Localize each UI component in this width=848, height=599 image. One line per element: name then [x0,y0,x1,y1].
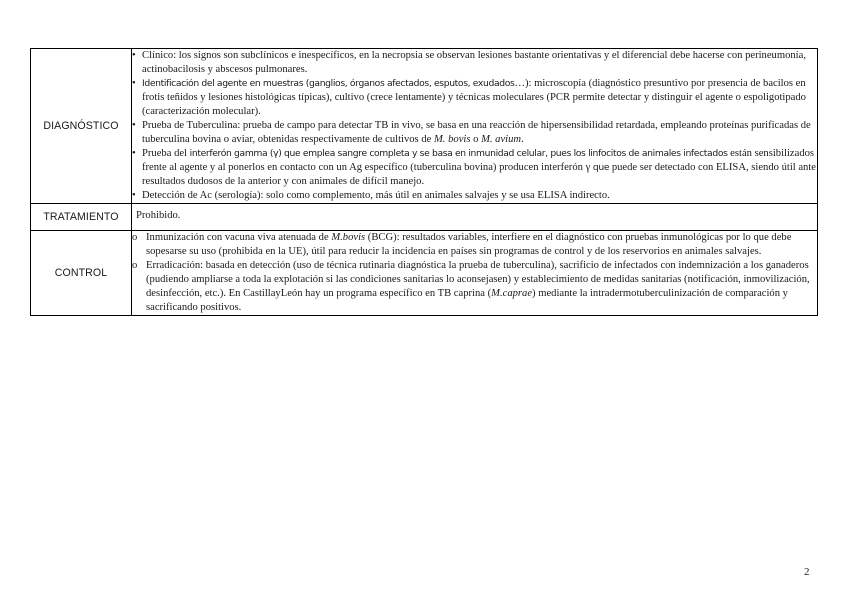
content-table [30,48,818,316]
row-diagnostico [31,49,818,204]
item-text: Prueba de Tuberculina: prueba de campo para detectar TB in vivo, se basa en una reacción de hipersensibilidad retardada, empleando proteínas purificadas de tuberculina bovina o aviar, obtenidas respectivamente de cultivos de [142,120,811,145]
bullet-glyph: • [132,78,136,89]
list-item [132,77,817,119]
species-name: M. avium [481,134,522,145]
species-name: M.caprae [491,288,533,299]
bullet-glyph: o [132,232,138,243]
row-label-diagnostico: DIAGNÓSTICO [31,49,132,204]
item-text: Detección de Ac (serología): solo como complemento, más útil en animales salvajes y se usa ELISA indirecto. [142,190,610,201]
page-number: 2 [804,566,810,578]
item-text: están sensibilizados frente al agente y al ponerlos en contacto con un Ag específico (tuberculina bovina) producen interferón γ [142,148,815,173]
row-content-control [132,231,818,316]
list-item [132,147,817,189]
row-label-control: CONTROL [31,231,132,316]
item-text: Clínico: los signos son subclínicos e inespecíficos, en la necropsia se observan lesiones bastante orientativas y el diferencial debe hacerse con perineumonía, actinobacilosis y abscesos pulmonares. [142,50,806,75]
row-control [31,231,818,316]
item-text-typewriter: que [592,162,610,173]
item-text: o [470,134,482,145]
list-item [132,231,817,259]
row-tratamiento [31,204,818,231]
bullet-glyph: o [132,260,138,271]
item-text: ) mediante la intradermotuberculinización de comparación y sacrificando positivos. [146,288,788,313]
item-text: puede ser detectado con ELISA, siendo útil ante resultados dudosos de la anterior y con animales de difícil manejo. [142,162,816,187]
bullet-glyph: • [132,148,136,159]
list-item [132,119,817,147]
bullet-glyph: • [132,190,136,201]
row-label-tratamiento: TRATAMIENTO [31,204,132,231]
item-text: . [521,134,524,145]
row-content-diagnostico [132,49,818,204]
item-text: Erradicación: basada en detección (uso de técnica rutinaria diagnóstica la prueba de tuberculina), sacrificio de infectados con indemnización a los ganaderos (pudiendo ampliarse a toda la explotación si las condiciones sanitarias lo aconsejasen) y establecimiento de medidas sanitarias (notificación, inmovilización, desinfección, etc.). En CastillayLeón hay un programa específico en TB caprina ( [146,260,810,299]
species-name: M. bovis [433,134,471,145]
item-text: Prueba del [142,148,190,159]
list-item [132,189,817,203]
species-name: M.bovis [331,232,366,243]
list-item [132,49,817,77]
item-text-typewriter: interferón gamma (γ) que emplea sangre completa y se basa en inmunidad celular, pues los linfocitos de animales infectados [189,148,728,159]
row-content-tratamiento: Prohibido. [132,204,818,231]
item-text: …): microscopía (diagnóstico presuntivo por presencia de bacilos en frotis teñidos y lesiones histológicas típicas), cultivo (crece lentamente) y técnicas moleculares (PCR permite detectar y distinguir el agente o espoligotipado (caracterización molecular). [142,78,806,117]
item-text: Inmunización con vacuna viva atenuada de [146,232,332,243]
item-text: (BCG): resultados variables, interfiere en el diagnóstico con pruebas inmunológicas por lo que debe sopesarse su uso (prohibida en la UE), útil para reducir la incidencia en países sin programas de control y de los reservorios en animales salvajes. [146,232,792,257]
bullet-glyph: • [132,50,136,61]
bullet-glyph: • [132,120,136,131]
item-text-typewriter: Identificación del agente en muestras (ganglios, órganos afectados, esputos, exudados [142,78,515,89]
list-item [132,259,817,315]
